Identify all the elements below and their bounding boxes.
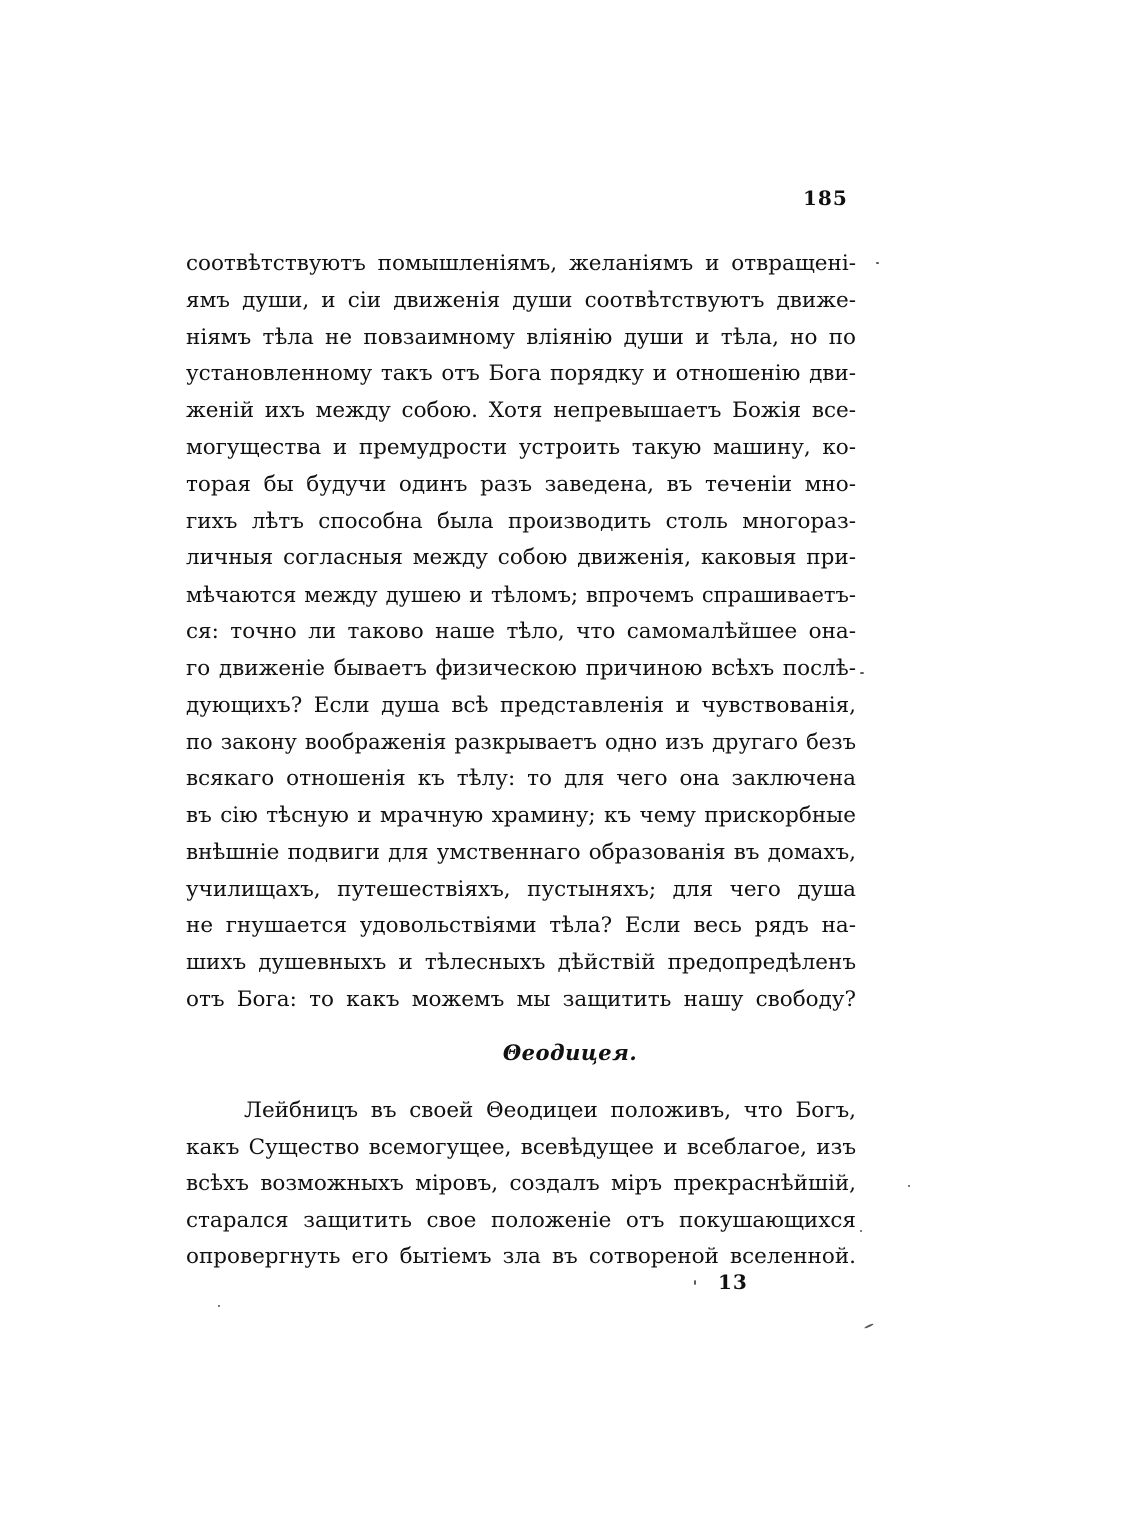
paragraph-2 <box>186 1093 856 1276</box>
text-line: ніямъ тѣла не повзаимному вліянію души и тѣла, но по <box>186 324 856 350</box>
text-line: какъ Существо всемогущее, всевѣдущее и всеблагое, изъ <box>186 1134 856 1160</box>
text-line: женій ихъ между собою. Хотя непревышаетъ Божія все- <box>186 398 856 424</box>
text-line: личныя согласныя между собою движенія, каковыя при- <box>186 545 856 571</box>
text-line: внѣшніе подвиги для умственнаго образованія въ домахъ, <box>186 839 856 865</box>
page-number: 185 <box>803 186 848 210</box>
text-line: ся: точно ли таково наше тѣло, что самомалѣйшее она- <box>186 618 856 644</box>
scan-speck <box>694 1280 696 1285</box>
text-line: ямъ души, и сіи движенія души соотвѣтствуютъ движе- <box>186 287 856 313</box>
text-line: по закону воображенія разкрываетъ одно изъ другаго безъ <box>186 730 856 755</box>
text-line: старался защитить свое положеніе отъ покушающихся <box>186 1207 856 1233</box>
scan-speck <box>908 1185 910 1187</box>
text-line: гихъ лѣтъ способна была производить столь многораз- <box>186 508 856 534</box>
text-line: мѣчаются между душею и тѣломъ; впрочемъ спрашиваетъ- <box>186 583 856 608</box>
text-line: го движеніе бываетъ физическою причиною всѣхъ послѣ- <box>186 655 856 681</box>
scan-speck <box>218 1305 220 1307</box>
text-line: установленному такъ отъ Бога порядку и отношенію дви- <box>186 361 856 387</box>
text-line: всѣхъ возможныхъ міровъ, создалъ міръ прекраснѣйшій, <box>186 1171 856 1197</box>
scan-speck <box>864 1323 874 1329</box>
scan-speck <box>860 1230 862 1232</box>
text-line: шихъ душевныхъ и тѣлесныхъ дѣйствій предопредѣленъ <box>186 950 856 976</box>
text-line: въ сію тѣсную и мрачную храмину; къ чему прискорбные <box>186 802 856 828</box>
scan-speck <box>876 262 879 264</box>
text-line: всякаго отношенія къ тѣлу: то для чего она заключена <box>186 766 856 792</box>
section-heading: Θеодицея. <box>502 1040 638 1065</box>
paragraph-1 <box>186 246 856 1019</box>
text-line: могущества и премудрости устроить такую машину, ко- <box>186 434 856 460</box>
scan-speck <box>860 672 864 674</box>
text-line: училищахъ, путешествіяхъ, пустыняхъ; для чего душа <box>186 876 856 902</box>
text-line: торая бы будучи одинъ разъ заведена, въ теченіи мно- <box>186 471 856 497</box>
text-line: не гнушается удовольствіями тѣла? Если весь рядъ на- <box>186 913 856 939</box>
text-line: Лейбницъ въ своей Θеодицеи положивъ, что Богъ, <box>244 1098 856 1123</box>
text-line: отъ Бога: то какъ можемъ мы защитить нашу свободу? <box>186 986 856 1012</box>
text-line: дующихъ? Если душа всѣ представленія и чувствованія, <box>186 692 856 718</box>
text-line: опровергнуть его бытіемъ зла въ сотвореной вселенной. <box>186 1244 856 1270</box>
signature-mark: 13 <box>718 1270 748 1294</box>
text-line: соотвѣтствуютъ помышленіямъ, желаніямъ и отвращені- <box>186 251 856 276</box>
